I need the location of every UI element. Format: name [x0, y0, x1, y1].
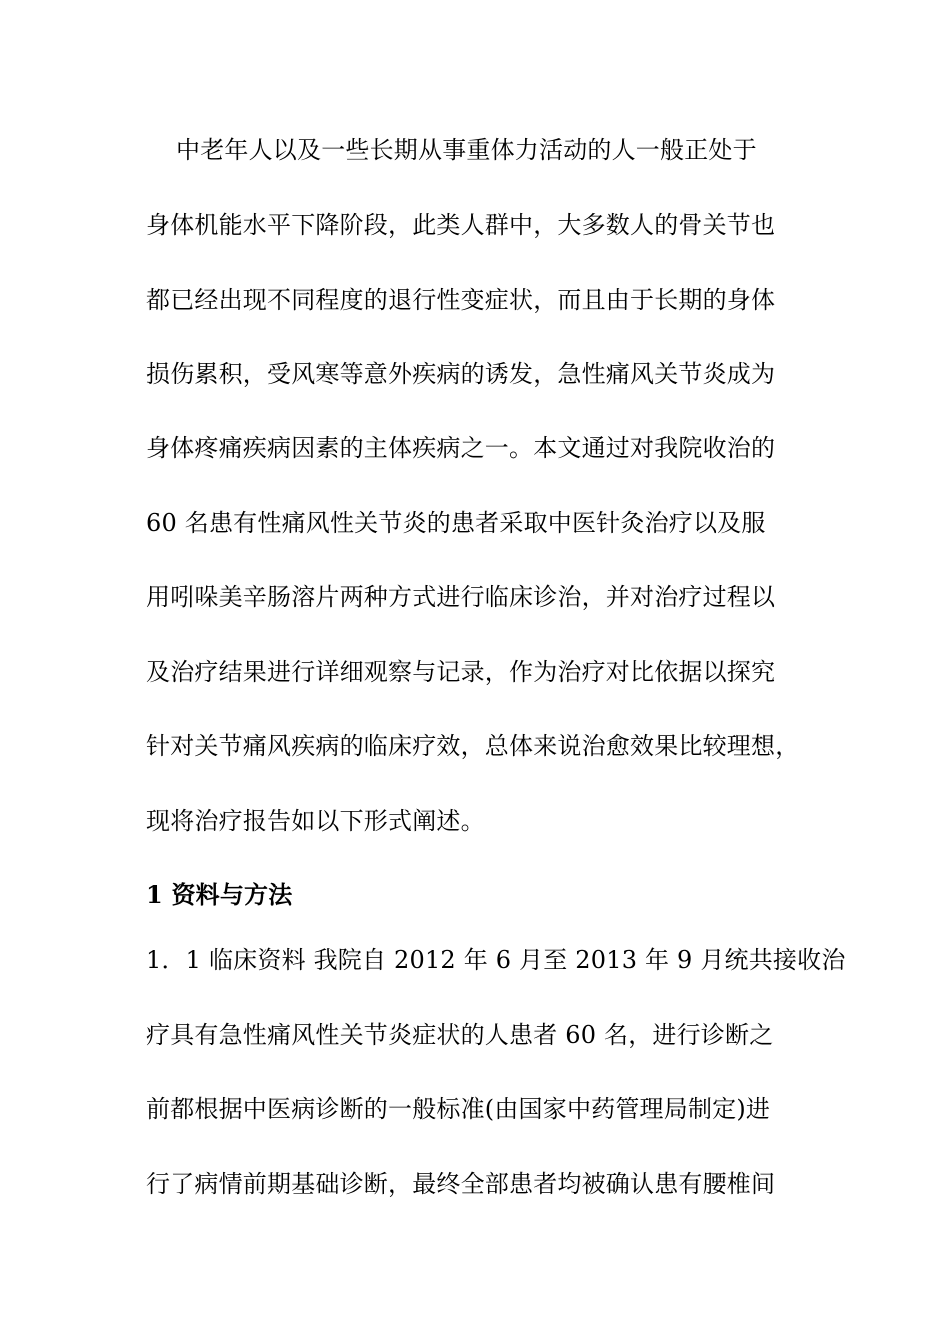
intro-line-3: 都已经出现不同程度的退行性变症状，而且由于长期的身体 [146, 286, 776, 314]
intro-line-9: 针对关节痛风疾病的临床疗效，总体来说治愈效果比较理想， [146, 732, 800, 760]
intro-line-7: 用吲哚美辛肠溶片两种方式进行临床诊治，并对治疗过程以 [146, 583, 776, 611]
intro-line-6: 60 名患有性痛风性关节炎的患者采取中医针灸治疗以及服 [146, 509, 766, 537]
intro-line-5: 身体疼痛疾病因素的主体疾病之一。本文通过对我院收治的 [146, 434, 776, 462]
intro-line-4: 损伤累积，受风寒等意外疾病的诱发，急性痛风关节炎成为 [146, 360, 776, 388]
intro-line-8: 及治疗结果进行详细观察与记录，作为治疗对比依据以探究 [146, 658, 776, 686]
clinical-line-4: 行了病情前期基础诊断，最终全部患者均被确认患有腰椎间 [146, 1170, 776, 1198]
intro-line-1: 中老年人以及一些长期从事重体力活动的人一般正处于 [176, 136, 757, 164]
clinical-line-3: 前都根据中医病诊断的一般标准(由国家中药管理局制定)进 [146, 1095, 771, 1123]
clinical-line-2: 疗具有急性痛风性关节炎症状的人患者 60 名，进行诊断之 [146, 1021, 774, 1049]
intro-line-2: 身体机能水平下降阶段，此类人群中，大多数人的骨关节也 [146, 211, 776, 239]
intro-line-10: 现将治疗报告如以下形式阐述。 [146, 807, 485, 835]
clinical-line-1: 1．1 临床资料 我院自 2012 年 6 月至 2013 年 9 月统共接收治 [146, 946, 846, 974]
section-heading: 1 资料与方法 [146, 880, 293, 909]
